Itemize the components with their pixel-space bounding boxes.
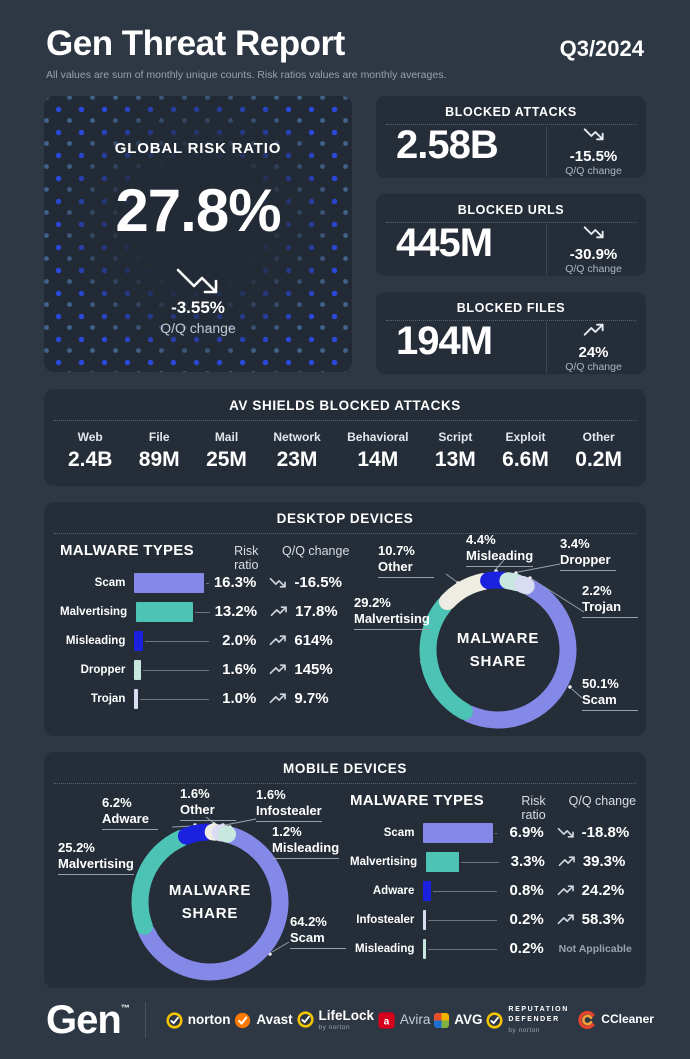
risk-bar — [136, 602, 193, 622]
qq-change-value: 58.3% — [581, 911, 625, 928]
qq-change-value: Not Applicable — [558, 942, 632, 955]
table-header — [350, 792, 646, 822]
malware-row-infostealer — [350, 905, 646, 934]
donut-label-pct: 10.7% — [378, 543, 415, 558]
risk-bar-track — [423, 939, 497, 959]
reputation-defender-label: REPUTATION DEFENDER by norton — [508, 1005, 574, 1036]
bar-connector-line — [143, 670, 209, 671]
mobile-malware-share-chart — [44, 782, 374, 988]
av-shield-label: File — [148, 430, 170, 444]
malware-row-adware — [350, 876, 646, 905]
malware-type-label: Malvertising — [350, 855, 418, 868]
desktop-donut-labels — [354, 532, 646, 736]
av-shield-value: 13M — [434, 448, 476, 471]
stat-box-blocked-files — [376, 292, 646, 374]
malware-row-malvertising — [350, 847, 646, 876]
risk-ratio-value: 0.2% — [509, 940, 544, 957]
avira-icon — [378, 1012, 395, 1029]
trend-up-icon — [270, 605, 288, 618]
risk-bar — [134, 660, 141, 680]
lifelock-sublabel: by norton — [318, 1023, 351, 1031]
av-shield-other — [575, 430, 622, 472]
risk-bar — [426, 852, 459, 872]
malware-row-misleading — [60, 626, 360, 655]
ccleaner-icon — [578, 1011, 596, 1029]
col-risk-ratio: Risk ratio — [234, 544, 259, 572]
stat-boxes — [376, 96, 646, 390]
table-header — [60, 542, 360, 572]
qq-change-cell — [557, 882, 646, 899]
desktop-malware-table — [60, 542, 360, 713]
donut-label-pct: 64.2% — [290, 914, 327, 929]
footer-brands-bar — [46, 1000, 654, 1040]
trend-up-icon — [558, 855, 576, 868]
global-risk-panel — [44, 96, 352, 372]
risk-bar-track — [134, 660, 209, 680]
risk-bar — [134, 689, 138, 709]
lifelock-icon — [297, 1011, 314, 1028]
stat-title: BLOCKED URLS — [457, 203, 565, 217]
global-risk-change-label: Q/Q change — [160, 320, 236, 336]
stat-change-label: Q/Q change — [565, 263, 622, 275]
qq-change-cell — [557, 911, 646, 928]
av-shield-label: Script — [438, 430, 473, 444]
av-shield-exploit — [502, 430, 549, 472]
avg-icon — [434, 1013, 449, 1028]
av-shields-panel — [44, 389, 646, 486]
donut-label-pct: 50.1% — [582, 676, 619, 691]
page-title: Gen Threat Report — [46, 24, 345, 63]
risk-bar-track — [134, 689, 209, 709]
stat-box-blocked-urls — [376, 194, 646, 276]
malware-type-label: Dropper — [80, 663, 126, 676]
bar-connector-line — [461, 862, 499, 863]
av-shield-label: Network — [273, 430, 321, 444]
av-shields-title: AV SHIELDS BLOCKED ATTACKS — [229, 398, 461, 413]
donut-label-adware — [102, 795, 158, 830]
donut-label-scam — [290, 914, 346, 949]
donut-label-pct: 25.2% — [58, 840, 95, 855]
risk-bar — [134, 573, 204, 593]
qq-change-value: 614% — [294, 632, 333, 649]
av-shield-value: 14M — [357, 448, 399, 471]
risk-ratio-value: 0.8% — [509, 882, 544, 899]
stat-change-value: -30.9% — [569, 246, 618, 263]
risk-ratio-value: 1.0% — [222, 690, 257, 707]
desktop-malware-share-chart — [354, 532, 646, 736]
trademark-symbol: ™ — [120, 1003, 129, 1013]
trend-down-icon — [269, 576, 287, 589]
desktop-malware-rows — [60, 568, 360, 713]
donut-center-label: MALWARE SHARE — [456, 630, 540, 671]
stat-box-blocked-attacks — [376, 96, 646, 178]
risk-bar-track — [423, 823, 497, 843]
malware-row-trojan — [60, 684, 360, 713]
global-risk-title: GLOBAL RISK RATIO — [114, 140, 282, 157]
donut-label-malvertising — [354, 595, 430, 630]
donut-label-pct: 1.2% — [272, 824, 302, 839]
bar-connector-line — [495, 833, 497, 834]
desktop-panel-title: DESKTOP DEVICES — [276, 511, 414, 526]
bar-connector-line — [145, 641, 209, 642]
report-header — [46, 24, 646, 81]
qq-change-value: 39.3% — [582, 853, 626, 870]
avast-logo — [234, 1012, 292, 1029]
trend-down-icon — [557, 826, 575, 839]
av-shield-value: 89M — [138, 448, 180, 471]
ccleaner-logo — [578, 1011, 654, 1029]
av-shield-value: 23M — [276, 448, 318, 471]
reputation-defender-logo — [486, 1005, 574, 1036]
qq-change-value: 9.7% — [294, 690, 329, 707]
bar-connector-line — [140, 699, 209, 700]
malware-type-label: Infostealer — [356, 913, 415, 926]
donut-label-other — [378, 543, 434, 578]
stat-title: BLOCKED ATTACKS — [445, 105, 577, 119]
donut-label-scam — [582, 676, 638, 711]
donut-label-misleading — [466, 532, 533, 567]
stat-change-label: Q/Q change — [565, 165, 622, 177]
brand-logos — [166, 1005, 654, 1036]
av-shield-value: 0.2M — [575, 448, 622, 471]
col-risk-ratio: Risk ratio — [521, 794, 546, 822]
donut-label-name: Adware — [102, 810, 149, 826]
lifelock-label: LifeLock by norton — [318, 1008, 375, 1031]
donut-center-label: MALWARE SHARE — [168, 882, 252, 923]
dotted-divider — [54, 420, 636, 421]
donut-label-pct: 1.6% — [256, 787, 286, 802]
risk-ratio-value: 0.2% — [509, 911, 544, 928]
av-shield-label: Web — [77, 430, 103, 444]
qq-change-cell — [269, 690, 360, 707]
bar-connector-line — [206, 583, 209, 584]
risk-bar — [134, 631, 143, 651]
av-shield-web — [68, 430, 112, 472]
bar-connector-line — [428, 949, 497, 950]
donut-label-name: Malvertising — [354, 610, 430, 626]
risk-bar — [423, 823, 493, 843]
stat-change-value: 24% — [578, 344, 609, 361]
risk-bar — [423, 939, 426, 959]
malware-type-label: Adware — [372, 884, 415, 897]
donut-label-name: Trojan — [582, 598, 622, 614]
donut-label-name: Malvertising — [58, 855, 134, 871]
mobile-malware-table — [350, 792, 646, 963]
mobile-donut-labels — [44, 782, 374, 988]
av-shield-label: Behavioral — [347, 430, 409, 444]
risk-bar — [423, 910, 426, 930]
risk-bar-track — [423, 910, 497, 930]
bar-connector-line — [195, 612, 210, 613]
quarter-label: Q3/2024 — [559, 36, 644, 61]
donut-label-pct: 3.4% — [560, 536, 590, 551]
donut-label-name: Dropper — [560, 551, 611, 567]
donut-label-pct: 6.2% — [102, 795, 132, 810]
risk-ratio-value: 2.0% — [222, 632, 257, 649]
stat-title: BLOCKED FILES — [456, 301, 566, 315]
malware-type-label: Scam — [383, 826, 415, 839]
malware-type-label: Scam — [94, 576, 126, 589]
donut-label-other — [180, 786, 236, 821]
malware-row-scam — [60, 568, 360, 597]
malware-row-scam — [350, 818, 646, 847]
stat-change — [546, 126, 640, 177]
svg-text:a: a — [383, 1015, 390, 1027]
qq-change-value: 17.8% — [295, 603, 338, 620]
stat-change — [546, 322, 640, 373]
risk-ratio-value: 1.6% — [222, 661, 257, 678]
donut-label-name: Misleading — [466, 547, 534, 563]
donut-label-trojan — [582, 583, 638, 618]
qq-change-cell — [270, 603, 360, 620]
risk-bar — [423, 881, 431, 901]
trend-down-icon — [583, 126, 605, 142]
risk-ratio-value: 6.9% — [509, 824, 544, 841]
mobile-malware-rows — [350, 818, 646, 963]
ccleaner-label: CCleaner — [601, 1012, 654, 1027]
risk-bar-track — [423, 881, 497, 901]
reputation-defender-sublabel: by norton — [508, 1026, 541, 1034]
av-shield-value: 25M — [206, 448, 247, 471]
mobile-panel-title: MOBILE DEVICES — [283, 761, 407, 776]
risk-bar-track — [134, 573, 209, 593]
donut-label-pct: 2.2% — [582, 583, 612, 598]
avg-label: AVG — [454, 1011, 483, 1027]
stat-change-label: Q/Q change — [565, 361, 622, 373]
risk-bar-track — [426, 852, 499, 872]
av-shield-mail — [206, 430, 247, 472]
bar-connector-line — [428, 920, 497, 921]
risk-ratio-value: 13.2% — [214, 603, 258, 620]
footer-divider — [145, 1002, 146, 1038]
malware-row-malvertising — [60, 597, 360, 626]
trend-up-icon — [269, 692, 287, 705]
risk-bar-track — [134, 631, 209, 651]
donut-label-name: Other — [378, 558, 413, 574]
donut-label-infostealer — [256, 787, 322, 822]
trend-down-icon — [44, 266, 352, 299]
donut-label-pct: 4.4% — [466, 532, 496, 547]
avg-logo — [434, 1013, 482, 1028]
avast-label: Avast — [256, 1011, 293, 1027]
avira-logo — [378, 1012, 431, 1029]
donut-label-name: Scam — [290, 929, 325, 945]
trend-up-icon — [557, 884, 575, 897]
av-shield-items — [68, 430, 622, 472]
av-shield-label: Other — [582, 430, 615, 444]
qq-change-cell — [269, 632, 360, 649]
av-shield-label: Mail — [214, 430, 239, 444]
qq-change-value: 145% — [294, 661, 333, 678]
qq-change-cell — [269, 661, 360, 678]
av-shield-file — [139, 430, 180, 472]
donut-label-pct: 1.6% — [180, 786, 210, 801]
malware-type-label: Trojan — [90, 692, 126, 705]
donut-label-name: Other — [180, 801, 215, 817]
qq-change-value: -16.5% — [294, 574, 342, 591]
av-shield-script — [435, 430, 476, 472]
reputation-defender-icon — [486, 1012, 503, 1029]
qq-change-cell — [557, 943, 646, 955]
mobile-devices-panel — [44, 752, 646, 988]
avira-label: Avira — [399, 1011, 431, 1027]
donut-label-name: Scam — [582, 691, 617, 707]
qq-change-cell — [269, 574, 360, 591]
trend-down-icon — [583, 224, 605, 240]
col-malware-types: MALWARE TYPES — [350, 792, 484, 809]
col-qq-change: Q/Q change — [568, 794, 637, 808]
gen-logo — [46, 1000, 129, 1040]
stat-value: 194M — [396, 319, 493, 363]
qq-change-value: -18.8% — [581, 824, 630, 841]
av-shield-network — [273, 430, 320, 472]
norton-label: norton — [187, 1011, 231, 1027]
stat-change-value: -15.5% — [569, 148, 618, 165]
risk-ratio-value: 16.3% — [213, 574, 257, 591]
av-shield-value: 2.4B — [68, 448, 113, 471]
malware-row-dropper — [60, 655, 360, 684]
qq-change-value: 24.2% — [581, 882, 625, 899]
page-subtitle: All values are sum of monthly unique counts. Risk ratios values are monthly averages. — [46, 69, 447, 81]
lifelock-logo — [297, 1009, 375, 1031]
malware-type-label: Misleading — [354, 942, 415, 955]
av-shield-label: Exploit — [505, 430, 546, 444]
global-risk-value: 27.8% — [115, 177, 281, 244]
norton-icon — [166, 1012, 183, 1029]
stat-value: 2.58B — [396, 123, 498, 167]
trend-up-icon — [557, 913, 575, 926]
gen-wordmark: Gen — [46, 998, 121, 1042]
av-shield-value: 6.6M — [502, 448, 549, 471]
av-shield-behavioral — [347, 430, 408, 472]
desktop-devices-panel — [44, 502, 646, 736]
malware-type-label: Malvertising — [60, 605, 128, 618]
col-malware-types: MALWARE TYPES — [60, 542, 194, 559]
bar-connector-line — [433, 891, 497, 892]
trend-up-icon — [269, 634, 287, 647]
malware-type-label: Misleading — [65, 634, 126, 647]
donut-label-name: Misleading — [272, 839, 340, 855]
donut-label-misleading — [272, 824, 339, 859]
qq-change-cell — [558, 853, 646, 870]
stat-value: 445M — [396, 221, 493, 265]
trend-up-icon — [269, 663, 287, 676]
risk-bar-track — [136, 602, 210, 622]
global-risk-change: -3.55% — [171, 298, 225, 317]
donut-label-dropper — [560, 536, 616, 571]
norton-logo — [166, 1012, 231, 1029]
stat-change — [546, 224, 640, 275]
risk-ratio-value: 3.3% — [510, 853, 545, 870]
col-qq-change: Q/Q change — [282, 544, 350, 558]
donut-label-name: Infostealer — [256, 802, 322, 818]
qq-change-cell — [557, 824, 646, 841]
donut-label-pct: 29.2% — [354, 595, 391, 610]
donut-label-malvertising — [58, 840, 134, 875]
malware-row-misleading — [350, 934, 646, 963]
trend-up-icon — [583, 322, 605, 338]
avast-icon — [234, 1012, 251, 1029]
